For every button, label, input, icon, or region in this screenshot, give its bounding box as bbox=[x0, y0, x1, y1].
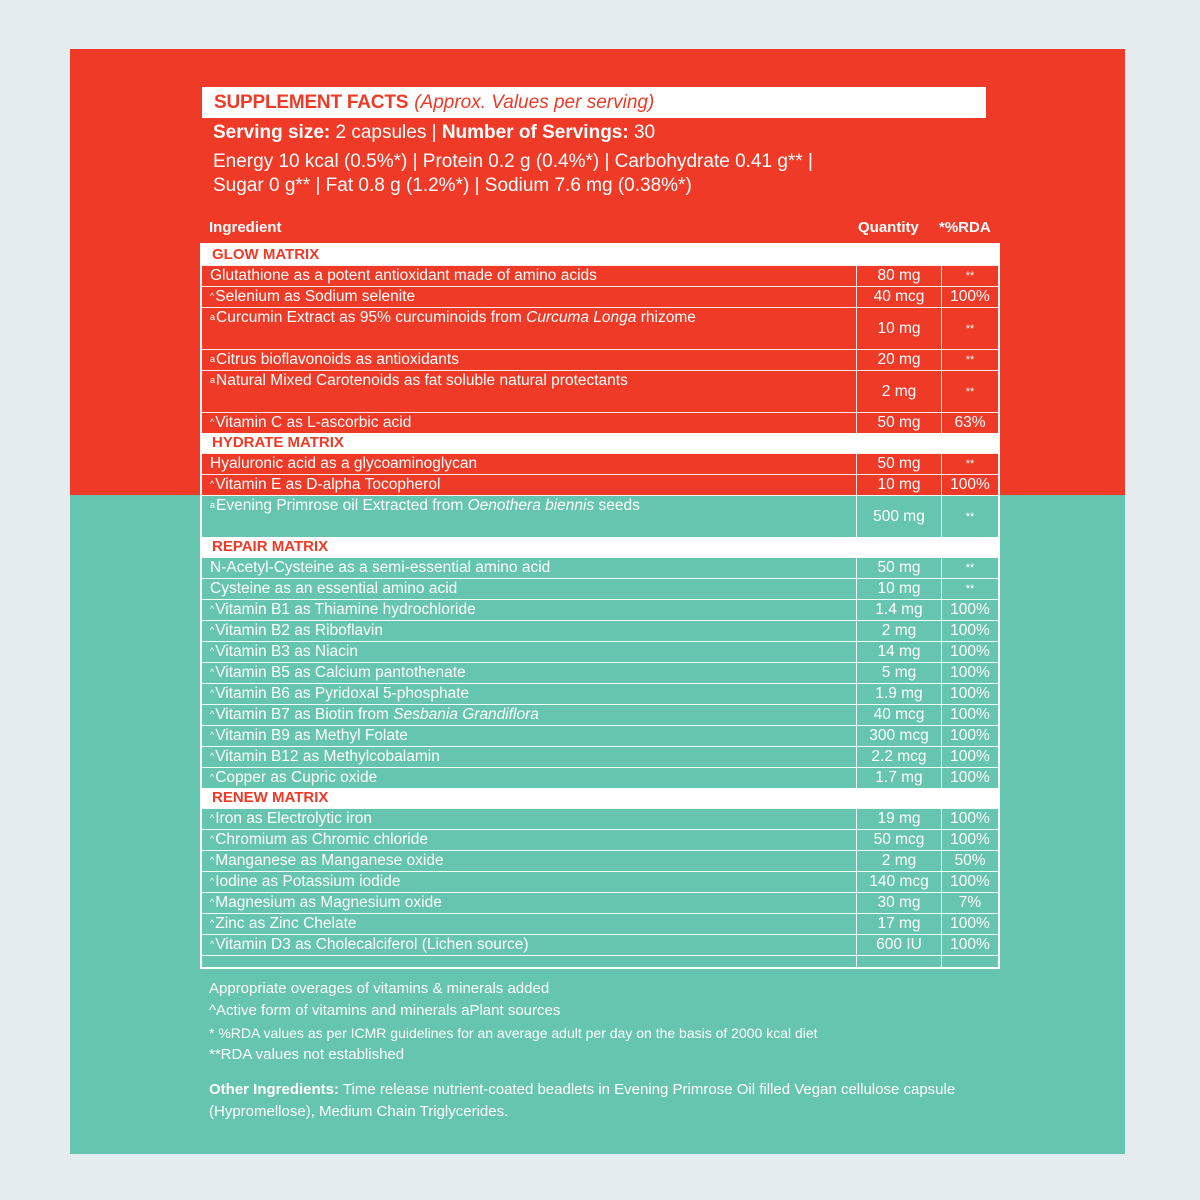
ingredient-name bbox=[202, 579, 857, 599]
ingredient-row bbox=[202, 871, 998, 892]
ingredient-text: Vitamin B7 as Biotin from bbox=[215, 706, 394, 723]
other-ingredients-label: Other Ingredients: bbox=[209, 1081, 340, 1098]
ingredient-rda: 50% bbox=[954, 852, 986, 869]
ingredient-rda: ** bbox=[965, 458, 975, 470]
ingredient-quantity: 2 mg bbox=[857, 851, 942, 871]
ingredient-text: Magnesium as Magnesium oxide bbox=[215, 894, 442, 911]
ingredient-row bbox=[202, 412, 998, 433]
footnote-mark: a bbox=[210, 312, 216, 322]
section-header: GLOW MATRIX bbox=[202, 245, 998, 265]
ingredient-rda: 100% bbox=[950, 936, 990, 953]
ingredient-name bbox=[202, 851, 857, 871]
footnote-active-plant: ^Active form of vitamins and minerals aPlant sources bbox=[209, 1002, 561, 1019]
ingredient-text: Zinc as Zinc Chelate bbox=[215, 915, 357, 932]
ingredient-rda: 100% bbox=[950, 748, 990, 765]
ingredient-row bbox=[202, 557, 998, 578]
ingredient-name bbox=[202, 558, 857, 578]
ingredient-quantity: 1.7 mg bbox=[857, 768, 942, 788]
ingredient-quantity: 50 mcg bbox=[857, 830, 942, 850]
ingredient-name bbox=[202, 496, 857, 537]
ingredient-quantity: 80 mg bbox=[857, 266, 942, 286]
ingredient-text: Evening Primrose oil Extracted from bbox=[216, 497, 468, 514]
column-header-quantity: Quantity bbox=[858, 219, 919, 236]
ingredient-text: Vitamin B5 as Calcium pantothenate bbox=[215, 664, 466, 681]
footnote-mark: ^ bbox=[210, 604, 215, 614]
footnote-mark: ^ bbox=[210, 813, 215, 823]
ingredient-row bbox=[202, 307, 998, 349]
ingredient-text: Vitamin B12 as Methylcobalamin bbox=[215, 748, 440, 765]
empty-cell bbox=[857, 956, 942, 967]
ingredient-quantity: 10 mg bbox=[857, 475, 942, 495]
title: SUPPLEMENT FACTS bbox=[214, 91, 409, 113]
footnote-overages: Appropriate overages of vitamins & minerals added bbox=[209, 980, 550, 997]
ingredient-row bbox=[202, 265, 998, 286]
ingredient-name bbox=[202, 454, 857, 474]
ingredient-name bbox=[202, 663, 857, 683]
column-header-rda: *%RDA bbox=[939, 219, 991, 236]
ingredient-rda: 63% bbox=[954, 414, 986, 431]
footnote-mark: a bbox=[210, 500, 216, 510]
ingredient-quantity: 2 mg bbox=[857, 371, 942, 412]
serving-info bbox=[213, 121, 655, 145]
ingredient-text: Curcumin Extract as 95% curcuminoids from bbox=[216, 309, 527, 326]
other-ingredients bbox=[209, 1079, 1059, 1123]
ingredient-rda: 100% bbox=[950, 915, 990, 932]
ingredient-text-suffix: seeds bbox=[594, 497, 640, 514]
ingredient-text: Vitamin B6 as Pyridoxal 5-phosphate bbox=[215, 685, 470, 702]
ingredient-name bbox=[202, 872, 857, 892]
ingredient-rda: 100% bbox=[950, 288, 990, 305]
ingredient-name bbox=[202, 642, 857, 662]
section-header: RENEW MATRIX bbox=[202, 788, 998, 808]
servings-value: 30 bbox=[628, 122, 656, 143]
ingredient-row bbox=[202, 474, 998, 495]
ingredient-name bbox=[202, 726, 857, 746]
footnotes bbox=[209, 978, 818, 1066]
other-ingredients-text: Time release nutrient-coated beadlets in Evening Primrose Oil filled Vegan cellulose capsule (Hypromellose), Medium Chain Triglycerides. bbox=[209, 1081, 956, 1120]
footnote-mark: a bbox=[210, 375, 216, 385]
ingredient-quantity: 10 mg bbox=[857, 579, 942, 599]
ingredient-row bbox=[202, 829, 998, 850]
ingredient-rda: ** bbox=[965, 354, 975, 366]
footnote-mark: ^ bbox=[210, 772, 215, 782]
ingredient-rda: 100% bbox=[950, 810, 990, 827]
ingredient-name bbox=[202, 475, 857, 495]
ingredient-row bbox=[202, 370, 998, 412]
ingredient-rda: 100% bbox=[950, 831, 990, 848]
empty-cell bbox=[942, 956, 998, 967]
ingredient-rda: ** bbox=[965, 562, 975, 574]
ingredient-quantity: 50 mg bbox=[857, 558, 942, 578]
ingredient-quantity: 1.9 mg bbox=[857, 684, 942, 704]
ingredient-row bbox=[202, 725, 998, 746]
ingredient-row bbox=[202, 767, 998, 788]
ingredient-quantity: 2 mg bbox=[857, 621, 942, 641]
footnote-mark: ^ bbox=[210, 730, 215, 740]
ingredient-row bbox=[202, 578, 998, 599]
ingredient-text-suffix: rhizome bbox=[636, 309, 696, 326]
ingredient-row bbox=[202, 746, 998, 767]
footnote-mark: ^ bbox=[210, 667, 215, 677]
footnote-mark: ^ bbox=[210, 855, 215, 865]
footnote-mark: ^ bbox=[210, 417, 215, 427]
ingredient-row bbox=[202, 850, 998, 871]
ingredient-text: Vitamin B3 as Niacin bbox=[215, 643, 358, 660]
footnote-mark: ^ bbox=[210, 834, 215, 844]
footnote-mark: ^ bbox=[210, 688, 215, 698]
ingredient-text: Glutathione as a potent antioxidant made of amino acids bbox=[210, 267, 597, 284]
ingredient-name bbox=[202, 413, 857, 433]
ingredient-quantity: 5 mg bbox=[857, 663, 942, 683]
ingredient-rda: ** bbox=[965, 385, 975, 398]
ingredient-rda: 100% bbox=[950, 685, 990, 702]
footnote-mark: ^ bbox=[210, 876, 215, 886]
footnote-mark: ^ bbox=[210, 625, 215, 635]
ingredient-quantity: 300 mcg bbox=[857, 726, 942, 746]
ingredient-quantity: 1.4 mg bbox=[857, 600, 942, 620]
ingredient-text: Iodine as Potassium iodide bbox=[215, 873, 401, 890]
ingredient-text: Hyaluronic acid as a glycoaminoglycan bbox=[210, 455, 478, 472]
table-bottom-padding bbox=[202, 955, 998, 967]
footnote-mark: ^ bbox=[210, 939, 215, 949]
ingredient-row bbox=[202, 453, 998, 474]
serving-size-value: 2 capsules | bbox=[330, 122, 442, 143]
ingredient-name bbox=[202, 350, 857, 370]
ingredient-text: Vitamin B9 as Methyl Folate bbox=[215, 727, 408, 744]
ingredient-text: Iron as Electrolytic iron bbox=[215, 810, 373, 827]
nutrition-summary bbox=[213, 150, 973, 198]
ingredient-row bbox=[202, 808, 998, 829]
ingredient-quantity: 500 mg bbox=[857, 496, 942, 537]
ingredient-rda: 100% bbox=[950, 727, 990, 744]
ingredient-text: Vitamin E as D-alpha Tocopherol bbox=[215, 476, 441, 493]
ingredient-text: Chromium as Chromic chloride bbox=[215, 831, 428, 848]
ingredient-text: Natural Mixed Carotenoids as fat soluble natural protectants bbox=[216, 372, 628, 389]
empty-cell bbox=[202, 956, 857, 967]
ingredient-quantity: 17 mg bbox=[857, 914, 942, 934]
footnote-rda-not-established: **RDA values not established bbox=[209, 1046, 405, 1063]
ingredient-quantity: 10 mg bbox=[857, 308, 942, 349]
ingredient-name bbox=[202, 684, 857, 704]
ingredient-name bbox=[202, 600, 857, 620]
footnote-mark: ^ bbox=[210, 479, 215, 489]
ingredient-text: Selenium as Sodium selenite bbox=[215, 288, 416, 305]
ingredient-quantity: 14 mg bbox=[857, 642, 942, 662]
ingredient-quantity: 50 mg bbox=[857, 454, 942, 474]
ingredient-rda: 100% bbox=[950, 873, 990, 890]
ingredient-rda: 100% bbox=[950, 622, 990, 639]
footnote-mark: ^ bbox=[210, 709, 215, 719]
ingredient-quantity: 40 mcg bbox=[857, 705, 942, 725]
ingredient-rda: ** bbox=[965, 270, 975, 282]
ingredient-name bbox=[202, 705, 857, 725]
ingredient-row bbox=[202, 620, 998, 641]
ingredient-rda: ** bbox=[965, 510, 975, 523]
ingredient-rda: ** bbox=[965, 322, 975, 335]
section-header: HYDRATE MATRIX bbox=[202, 433, 998, 453]
ingredient-rda: 100% bbox=[950, 476, 990, 493]
ingredient-name bbox=[202, 371, 857, 412]
ingredient-row bbox=[202, 495, 998, 537]
ingredient-row bbox=[202, 286, 998, 307]
section-header: REPAIR MATRIX bbox=[202, 537, 998, 557]
ingredient-text: Copper as Cupric oxide bbox=[215, 769, 378, 786]
ingredient-text: Vitamin C as L-ascorbic acid bbox=[215, 414, 412, 431]
ingredient-name bbox=[202, 809, 857, 829]
ingredient-text: Manganese as Manganese oxide bbox=[215, 852, 444, 869]
ingredient-name bbox=[202, 621, 857, 641]
footnote-mark: ^ bbox=[210, 646, 215, 656]
ingredient-botanical-name: Curcuma Longa bbox=[526, 309, 637, 326]
ingredient-rda: 100% bbox=[950, 769, 990, 786]
ingredient-quantity: 19 mg bbox=[857, 809, 942, 829]
serving-size-label: Serving size: bbox=[213, 122, 331, 143]
ingredient-row bbox=[202, 683, 998, 704]
ingredient-name bbox=[202, 308, 857, 349]
servings-label: Number of Servings: bbox=[441, 122, 629, 143]
footnote-mark: ^ bbox=[210, 897, 215, 907]
footnote-rda-basis: * %RDA values as per ICMR guidelines for an average adult per day on the basis of 2000 kcal diet bbox=[209, 1025, 818, 1041]
ingredient-text: Citrus bioflavonoids as antioxidants bbox=[216, 351, 459, 368]
column-header-ingredient: Ingredient bbox=[209, 219, 282, 236]
ingredient-quantity: 20 mg bbox=[857, 350, 942, 370]
ingredient-row bbox=[202, 934, 998, 955]
ingredient-text: Cysteine as an essential amino acid bbox=[210, 580, 458, 597]
subtitle: (Approx. Values per serving) bbox=[414, 91, 655, 113]
footnote-mark: ^ bbox=[210, 291, 215, 301]
ingredient-row bbox=[202, 662, 998, 683]
ingredient-text: Vitamin B2 as Riboflavin bbox=[215, 622, 383, 639]
ingredient-name bbox=[202, 287, 857, 307]
ingredient-quantity: 30 mg bbox=[857, 893, 942, 913]
ingredient-row bbox=[202, 892, 998, 913]
ingredient-row bbox=[202, 704, 998, 725]
footnote-mark: ^ bbox=[210, 918, 215, 928]
ingredient-text: N-Acetyl-Cysteine as a semi-essential amino acid bbox=[210, 559, 551, 576]
title-bar bbox=[202, 87, 986, 118]
ingredient-rda: 7% bbox=[958, 894, 982, 911]
supplement-facts-table bbox=[200, 243, 1000, 969]
ingredient-quantity: 140 mcg bbox=[857, 872, 942, 892]
ingredient-row bbox=[202, 641, 998, 662]
ingredient-row bbox=[202, 599, 998, 620]
ingredient-row bbox=[202, 349, 998, 370]
ingredient-quantity: 2.2 mcg bbox=[857, 747, 942, 767]
ingredient-botanical-name: Oenothera biennis bbox=[467, 497, 595, 514]
ingredient-botanical-name: Sesbania Grandiflora bbox=[393, 706, 539, 723]
ingredient-name bbox=[202, 768, 857, 788]
ingredient-quantity: 50 mg bbox=[857, 413, 942, 433]
ingredient-rda: ** bbox=[965, 583, 975, 595]
ingredient-rda: 100% bbox=[950, 601, 990, 618]
ingredient-name bbox=[202, 747, 857, 767]
nutrition-line-2: Sugar 0 g** | Fat 0.8 g (1.2%*) | Sodium 7.6 mg (0.38%*) bbox=[213, 175, 692, 196]
ingredient-name bbox=[202, 935, 857, 955]
ingredient-rda: 100% bbox=[950, 706, 990, 723]
ingredient-text: Vitamin D3 as Cholecalciferol (Lichen source) bbox=[215, 936, 529, 953]
ingredient-name bbox=[202, 893, 857, 913]
footnote-mark: ^ bbox=[210, 751, 215, 761]
ingredient-name bbox=[202, 830, 857, 850]
ingredient-text: Vitamin B1 as Thiamine hydrochloride bbox=[215, 601, 476, 618]
ingredient-name bbox=[202, 266, 857, 286]
ingredient-rda: 100% bbox=[950, 664, 990, 681]
ingredient-quantity: 600 IU bbox=[857, 935, 942, 955]
ingredient-name bbox=[202, 914, 857, 934]
footnote-mark: a bbox=[210, 354, 216, 364]
nutrition-line-1: Energy 10 kcal (0.5%*) | Protein 0.2 g (0.4%*) | Carbohydrate 0.41 g** | bbox=[213, 151, 813, 172]
ingredient-rda: 100% bbox=[950, 643, 990, 660]
ingredient-row bbox=[202, 913, 998, 934]
ingredient-quantity: 40 mcg bbox=[857, 287, 942, 307]
